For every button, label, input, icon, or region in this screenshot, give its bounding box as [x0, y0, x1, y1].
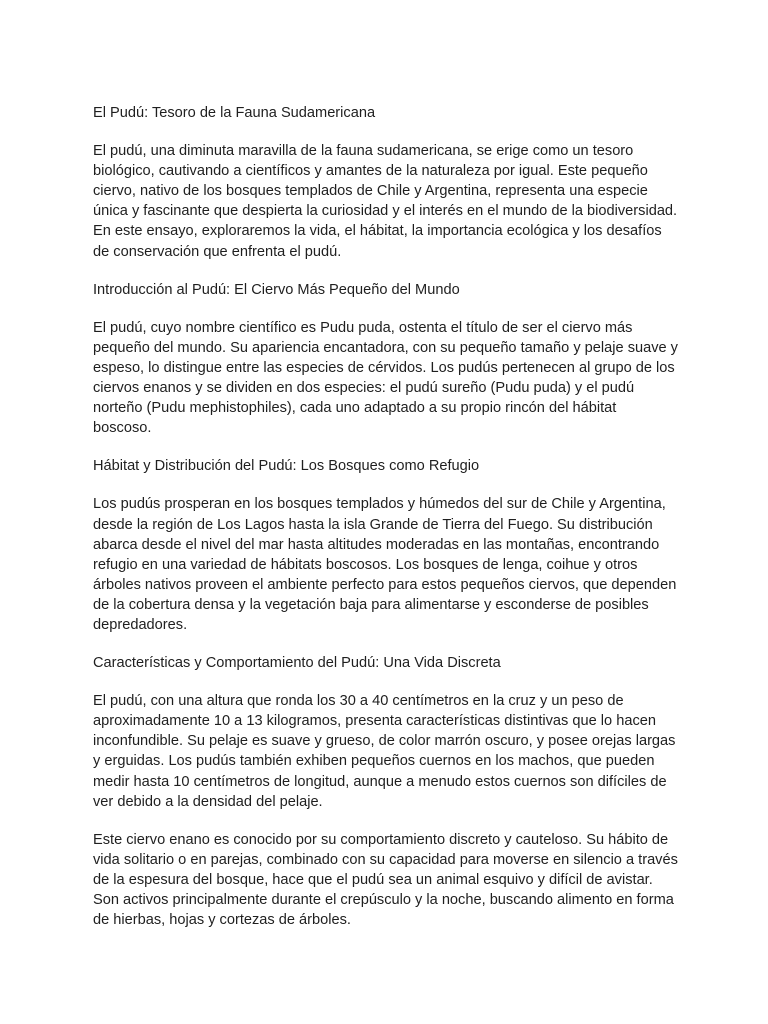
intro-paragraph: El pudú, una diminuta maravilla de la fauna sudamericana, se erige como un tesoro biológico, cautivando a científicos y amantes de la naturaleza por igual. Este pequeño ciervo, nativo de los bosques templados de Chile y Argentina, representa una especie única y fascinante que despierta la curiosidad y el interés en el mundo de la biodiversidad. En este ensayo, exploraremos la vida, el hábitat, la importancia ecológica y los desafíos de conservación que enfrenta el pudú.	[93, 143, 678, 260]
document-title: El Pudú: Tesoro de la Fauna Sudamericana	[93, 105, 376, 121]
section-heading-introduccion: Introducción al Pudú: El Ciervo Más Pequeño del Mundo	[93, 281, 460, 298]
section-heading-habitat: Hábitat y Distribución del Pudú: Los Bosques como Refugio	[93, 458, 480, 475]
document-page	[93, 103, 678, 948]
section-paragraph: El pudú, cuyo nombre científico es Pudu puda, ostenta el título de ser el ciervo más pequeño del mundo. Su apariencia encantadora, con su pequeño tamaño y pelaje suave y espeso, lo distingue entre las especies de cérvidos. Los pudús pertenecen al grupo de los ciervos enanos y se dividen en dos especies: el pudú sureño (Pudu puda) y el pudú norteño (Pudu mephistophiles), cada uno adaptado a su propio rincón del hábitat boscoso.	[93, 319, 678, 437]
section-paragraph: Este ciervo enano es conocido por su comportamiento discreto y cauteloso. Su hábito de vida solitario o en parejas, combinado con su capacidad para moverse en silencio a través de la espesura del bosque, hace que el pudú sea un animal esquivo y difícil de avistar. Son activos principalmente durante el crepúsculo y la noche, buscando alimento en forma de hierbas, hojas y cortezas de árboles.	[93, 831, 678, 929]
section-paragraph: El pudú, con una altura que ronda los 30 a 40 centímetros en la cruz y un peso de aproximadamente 10 a 13 kilogramos, presenta características distintivas que lo hacen inconfundible. Su pelaje es suave y grueso, de color marrón oscuro, y posee orejas largas y erguidas. Los pudús también exhiben pequeños cuernos en los machos, que pueden medir hasta 10 centímetros de longitud, aunque a menudo estos cuernos son difíciles de ver debido a la densidad del pelaje.	[93, 693, 676, 810]
section-heading-caracteristicas: Características y Comportamiento del Pudú: Una Vida Discreta	[93, 655, 501, 672]
section-paragraph: Los pudús prosperan en los bosques templados y húmedos del sur de Chile y Argentina, desde la región de Los Lagos hasta la isla Grande de Tierra del Fuego. Su distribución abarca desde el nivel del mar hasta altitudes moderadas en las montañas, encontrando refugio en una variedad de hábitats boscosos. Los bosques de lenga, coihue y otros árboles nativos proveen el ambiente perfecto para estos pequeños ciervos, que dependen de la cobertura densa y la vegetación baja para alimentarse y esconderse de posibles depredadores.	[93, 496, 677, 633]
